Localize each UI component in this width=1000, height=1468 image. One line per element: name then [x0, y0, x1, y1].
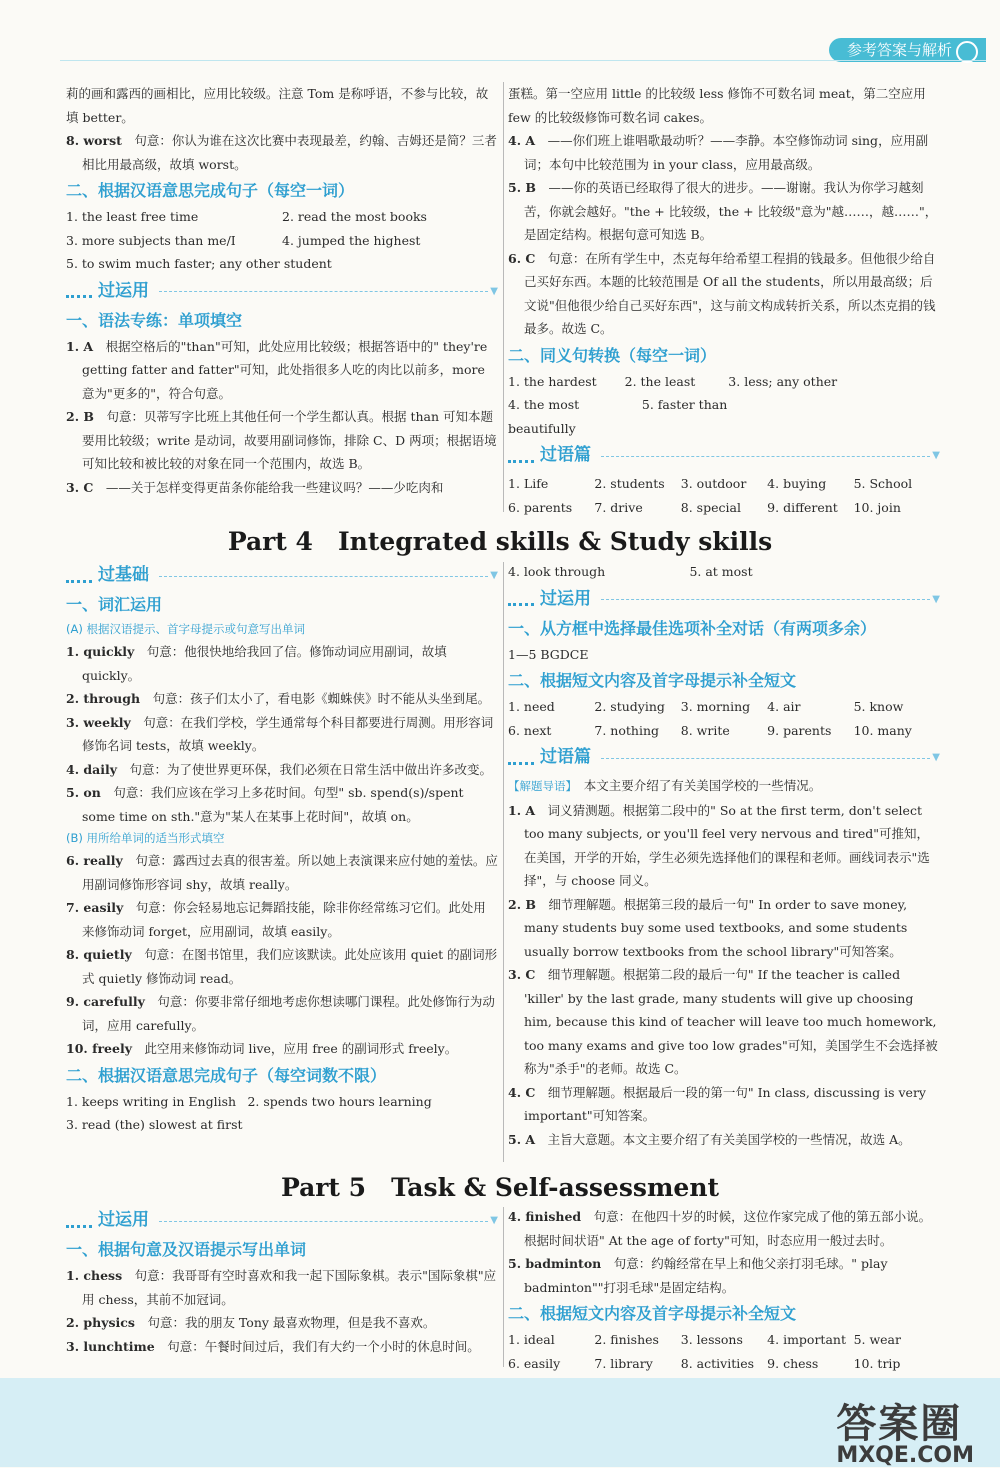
answer-text: 句意：孩子们太小了，看电影《蜘蛛侠》时不能从头坐到尾。 [152, 691, 491, 706]
answer-cell: 2. read the most books [282, 209, 427, 224]
answer-item [66, 943, 498, 990]
answer-item [66, 1037, 498, 1061]
answer-number: 3. C [66, 479, 94, 495]
answer-cell: 2. studying [594, 699, 665, 714]
answer-cell: 2. spends two hours learning [247, 1093, 432, 1109]
header-rule [60, 60, 986, 61]
answer-cell: 3. less; any other [728, 373, 838, 389]
section-title: 二、根据汉语意思完成句子（每空一词） [66, 181, 355, 200]
answer-number: 4. A [508, 133, 536, 148]
answer-number: 2. physics [66, 1315, 135, 1330]
banner-label: 过基础 [98, 565, 149, 586]
answer-text: ——你们班上谁唱歌最动听？——李静。本空修饰动词 sing，应用副词；本句中比较范围为 in your class，应用最高级。 [524, 133, 929, 172]
answer-number: 1. quickly [66, 644, 135, 659]
answer-item [66, 1311, 498, 1335]
wave-icon [66, 1215, 92, 1228]
section-title: 二、根据汉语意思完成句子（每空词数不限） [66, 1065, 387, 1085]
answer-text: 句意：你要非常仔细地考虑你想读哪门课程。此处修饰行为动词，应用 carefully。 [82, 994, 495, 1033]
section-banner [66, 1207, 498, 1235]
answer-cell: 4. jumped the highest [282, 232, 421, 248]
answer-text: 句意：约翰经常在早上和他父亲打羽毛球。" play badminton""打羽毛球"是固定结构。 [524, 1256, 888, 1295]
answer-number: 3. C [508, 967, 536, 982]
answer-cell: 6. next [508, 722, 552, 738]
answer-item [66, 687, 498, 711]
column-divider [503, 1207, 504, 1367]
part5-right-column [508, 1205, 940, 1375]
answer-item [66, 476, 498, 500]
answer-text: 句意：为了使世界更环保，我们必须在日常生活中做出许多改变。 [129, 761, 493, 777]
answer-text: 句意：露西过去真的很害羞。所以她上表演课来应付她的羞怯。应用副词修饰形容词 shy，故填 really。 [82, 853, 498, 892]
wave-icon [508, 752, 534, 765]
answer-cell: 4. air [767, 699, 801, 714]
answer-item [508, 963, 940, 1081]
column-divider [503, 82, 504, 512]
answer-text: 细节理解题。根据第二段的最后一句" If the teacher is called 'killer' by the last grade, many students will give up choosing him, because this kind of teacher will leave too much homework, too many exams and give too low grades"可知，美国学生不会选择被称为"杀手"的老师。故选 C。 [524, 967, 938, 1076]
section-title: 二、同义句转换（每空一词） [508, 345, 717, 365]
arrow-icon: ▼ [490, 1215, 498, 1227]
banner-rule [159, 1221, 488, 1222]
arrow-icon: ▼ [490, 285, 498, 297]
guide-tag: 【解题导语】 [508, 779, 572, 793]
answer-number: 8. quietly [66, 947, 132, 962]
answer-cell: 8. write [680, 722, 730, 738]
answer-text: 此空用来修饰动词 live，应用 free 的副词形式 freely。 [144, 1041, 458, 1056]
answer-item [66, 781, 498, 828]
answer-item [66, 849, 498, 896]
section-title: 一、词汇运用 [66, 595, 163, 614]
answer-text: 句意：我哥哥有空时喜欢和我一起下国际象棋。表示"国际象棋"应用 chess，其前不加冠词。 [82, 1268, 497, 1307]
answer-item: 1—5 BGDCE [508, 646, 589, 662]
answer-cell: 5. know [853, 699, 904, 714]
answer-number: 8. worst [66, 133, 122, 148]
guide-line [508, 774, 940, 799]
banner-rule [601, 599, 930, 600]
answer-number: 6. really [66, 853, 123, 868]
answer-number: 6. C [508, 250, 536, 266]
answer-cell: 5. wear [853, 1332, 901, 1347]
answer-cell: 4. the most beautifully [508, 397, 580, 436]
answer-item [508, 1081, 940, 1128]
answer-number: 7. easily [66, 900, 124, 915]
section-banner [508, 586, 940, 614]
answer-cell: 2. students [594, 476, 665, 491]
watermark-logo [836, 1392, 974, 1468]
answer-cell: 1. the hardest [508, 373, 597, 389]
continuation-text: 蛋糕。第一空应用 little 的比较级 less 修饰不可数名词 meat，第二空应用 few 的比较级修饰可数名词 cakes。 [508, 86, 926, 125]
answer-cell: 9. parents [767, 722, 832, 738]
banner-label: 过语篇 [540, 445, 591, 466]
answer-cell: 4. important [767, 1332, 846, 1347]
header-tag [829, 38, 986, 62]
arrow-icon: ▼ [490, 570, 498, 582]
answer-item [66, 405, 498, 476]
answer-cell: 7. library [594, 1355, 653, 1371]
column-divider [503, 562, 504, 1162]
answer-text: ——你的英语已经取得了很大的进步。——谢谢。我认为你学习越刻苦，你就会越好。"the + 比较级，the + 比较级"意为"越……，越……"，是固定结构。根据句意可知选 B。 [524, 180, 938, 242]
answer-text: 句意：贝蒂写字比班上其他任何一个学生都认真。根据 than 可知本题要用比较级；write 是动词，故要用副词修饰，排除 C、D 两项；根据语境可知比较和被比较的对象在同一个范围内，故选 B。 [82, 409, 497, 471]
answer-text: ——关于怎样变得更苗条你能给我一些建议吗？——少吃肉和 [105, 479, 444, 495]
section-title: 一、语法专练：单项填空 [66, 310, 243, 330]
section-title: 一、根据句意及汉语提示写出单词 [66, 1240, 307, 1259]
answer-grid [508, 560, 940, 584]
answer-number: 5. badminton [508, 1256, 602, 1271]
answer-cell: 5. to swim much faster; any other student [66, 256, 332, 271]
answer-text: 句意：他很快地给我回了信。修饰动词应用副词，故填 quickly。 [82, 644, 447, 683]
answer-cell: 3. read (the) slowest at first [66, 1117, 243, 1132]
top-left-column [66, 82, 498, 499]
watermark-text: 答案圈 [836, 1401, 963, 1447]
answer-text: 句意：在所有学生中，杰克每年给希望工程捐的钱最多。但他很少给自己买好东西。本题的比较范围是 Of all the students，所以用最高级；后文说"但他很少给自己买好东西"，这与前文构成转折关系，所以杰克捐的钱最多。故选 C。 [524, 250, 936, 336]
answer-number: 1. chess [66, 1268, 123, 1283]
answer-item [508, 893, 940, 964]
answer-text: 细节理解题。根据最后一段的第一句" In class, discussing is very important"可知答案。 [524, 1084, 926, 1123]
answer-grid [508, 370, 940, 441]
answer-number: 2. B [508, 896, 536, 912]
answer-text: 根据空格后的"than"可知，此处应用比较级；根据答语中的" they're getting fatter and fatter"可知，此处指很多人吃的肉比以前多，more 意为"更多的"，符合句意。 [82, 338, 488, 401]
answer-text: 句意：在他四十岁的时候，这位作家完成了他的第五部小说。根据时间状语" At the age of forty"可知，时态应用一般过去时。 [524, 1209, 932, 1248]
answer-cell: 9. different [767, 499, 838, 515]
header-label: 参考答案与解析 [846, 41, 952, 59]
part4-right-column [508, 560, 940, 1151]
answer-cell: 1. need [508, 699, 555, 714]
answer-cell: 3. more subjects than me/I [66, 232, 236, 248]
guide-text: 本文主要介绍了有关美国学校的一些情况。 [583, 778, 822, 793]
banner-rule [601, 758, 930, 759]
answer-number: 1. A [508, 802, 536, 818]
answer-number: 2. through [66, 691, 141, 706]
answer-number: 3. weekly [66, 714, 131, 730]
answer-grid [508, 1328, 940, 1375]
banner-label: 过运用 [540, 588, 591, 609]
section-title: 一、从方框中选择最佳选项补全对话（有两项多余） [508, 618, 877, 638]
section-title: 二、根据短文内容及首字母提示补全短文 [508, 1304, 797, 1323]
answer-item [508, 1252, 940, 1299]
answer-item [66, 711, 498, 758]
section-banner [66, 278, 498, 306]
answer-item [66, 758, 498, 782]
watermark-url: MXQE.COM [836, 1443, 974, 1468]
answer-cell: 1. ideal [508, 1332, 555, 1347]
arrow-icon: ▼ [932, 593, 940, 605]
answer-item [66, 990, 498, 1037]
answer-cell: 5. School [853, 476, 913, 491]
answer-cell: 3. lessons [680, 1332, 743, 1347]
arrow-icon: ▼ [932, 752, 940, 764]
answer-item [66, 896, 498, 943]
answer-number: 10. freely [66, 1041, 132, 1056]
wave-icon [508, 593, 534, 606]
answer-cell: 5. faster than [641, 397, 728, 412]
answer-cell: 5. at most [689, 564, 753, 579]
section-banner [508, 744, 940, 772]
wave-icon [66, 570, 92, 583]
section-banner [66, 562, 498, 590]
answer-item [508, 1128, 940, 1152]
wave-icon [66, 285, 92, 298]
answer-cell: 1. Life [508, 476, 549, 491]
answer-item [66, 335, 498, 406]
subsection-title: (A) 根据汉语提示、首字母提示或句意写出单词 [66, 622, 305, 636]
answer-text: 主旨大意题。本文主要介绍了有关美国学校的一些情况，故选 A。 [547, 1131, 911, 1147]
answer-text: 句意：在图书馆里，我们应该默读。此处应该用 quiet 的副词形式 quietly 修饰动词 read。 [82, 947, 498, 986]
answer-cell: 1. the least free time [66, 209, 199, 224]
answer-cell: 9. chess [767, 1355, 819, 1371]
answer-cell: 3. morning [680, 699, 751, 714]
part-title: Part 5 Task & Self-assessment [280, 1173, 720, 1202]
answer-cell: 8. special [680, 499, 741, 515]
answer-item [508, 176, 940, 247]
answer-number: 4. C [508, 1084, 536, 1100]
answer-cell: 10. trip [853, 1355, 901, 1371]
answer-cell: 8. activities [680, 1355, 755, 1371]
answer-number: 5. on [66, 785, 101, 800]
answer-grid [66, 1090, 498, 1137]
section-title: 二、根据短文内容及首字母提示补全短文 [508, 671, 797, 690]
section-banner [508, 442, 940, 470]
banner-label: 过语篇 [540, 747, 591, 768]
answer-cell: 6. easily [508, 1355, 561, 1371]
arrow-icon: ▼ [932, 450, 940, 462]
answer-cell: 6. parents [508, 499, 573, 515]
answer-text: 句意：我的朋友 Tony 最喜欢物理，但是我不喜欢。 [147, 1315, 436, 1330]
answer-text: 句意：你认为谁在这次比赛中表现最差，约翰、吉姆还是简？三者相比用最高级，故填 worst。 [82, 133, 497, 172]
answer-cell: 10. many [853, 722, 912, 738]
answer-cell: 7. drive [594, 499, 643, 515]
answer-item [66, 1264, 498, 1311]
answer-grid [508, 472, 940, 519]
answer-item [66, 1335, 498, 1359]
answer-text: 词义猜测题。根据第二段中的" So at the first term, don't select too many subjects, or you'll feel very nervous and tired"可推知，在美国，开学的开始，学生必须先选择他们的课程和老师。画线词表示"选择"，与 choose 同义。 [524, 802, 930, 888]
answer-cell: 7. nothing [594, 722, 659, 738]
answer-cell: 2. the least [624, 373, 696, 389]
banner-rule [601, 456, 930, 457]
answer-number: 9. carefully [66, 994, 145, 1009]
answer-number: 2. B [66, 409, 94, 424]
part4-left-column [66, 560, 498, 1137]
answer-item [508, 247, 940, 341]
answer-cell: 4. buying [767, 476, 827, 491]
answer-item [508, 799, 940, 893]
answer-number: 4. finished [508, 1209, 582, 1224]
answer-cell: 3. outdoor [680, 476, 747, 491]
answer-text: 句意：午餐时间过后，我们有大约一个小时的休息时间。 [167, 1338, 480, 1354]
part-title: Part 4 Integrated skills & Study skills [227, 527, 773, 556]
answer-cell: 1. keeps writing in English [66, 1093, 237, 1109]
answer-number: 1. A [66, 338, 94, 354]
answer-text: 句意：我们应该在学习上多花时间。句型" sb. spend(s)/spent some time on sth."意为"某人在某事上花时间"，故填 on。 [82, 785, 464, 824]
answer-grid [66, 205, 498, 276]
banner-rule [159, 291, 488, 292]
banner-label: 过运用 [98, 1210, 149, 1231]
top-right-column [508, 82, 940, 519]
answer-grid [508, 695, 940, 742]
banner-label: 过运用 [98, 280, 149, 301]
answer-item [66, 640, 498, 687]
answer-number: 3. lunchtime [66, 1338, 155, 1354]
answer-item [66, 129, 498, 176]
answer-item [508, 1205, 940, 1252]
answer-cell: 4. look through [508, 564, 606, 579]
answer-cell: 2. finishes [594, 1332, 659, 1347]
part5-left-column [66, 1205, 498, 1358]
wave-icon [508, 450, 534, 463]
answer-cell: 10. join [853, 499, 901, 515]
answer-number: 4. daily [66, 761, 118, 777]
answer-number: 5. B [508, 180, 536, 195]
answer-text: 句意：在我们学校，学生通常每个科目都要进行周测。用形容词修饰名词 tests，故填 weekly。 [82, 714, 494, 753]
continuation-text: 莉的画和露西的画相比，应用比较级。注意 Tom 是称呼语，不参与比较，故填 better。 [66, 86, 489, 125]
answer-item [508, 129, 940, 176]
subsection-title: (B) 用所给单词的适当形式填空 [66, 831, 225, 845]
answer-text: 细节理解题。根据第三段的最后一句" In order to save money, many students buy some used textbooks, and some students usually borrow textbooks from the school library"可知答案。 [524, 896, 908, 959]
banner-rule [159, 576, 488, 577]
answer-number: 5. A [508, 1131, 536, 1147]
answer-text: 句意：你会轻易地忘记舞蹈技能，除非你经常练习它们。此处用来修饰动词 forget，应用副词，故填 easily。 [82, 900, 486, 939]
